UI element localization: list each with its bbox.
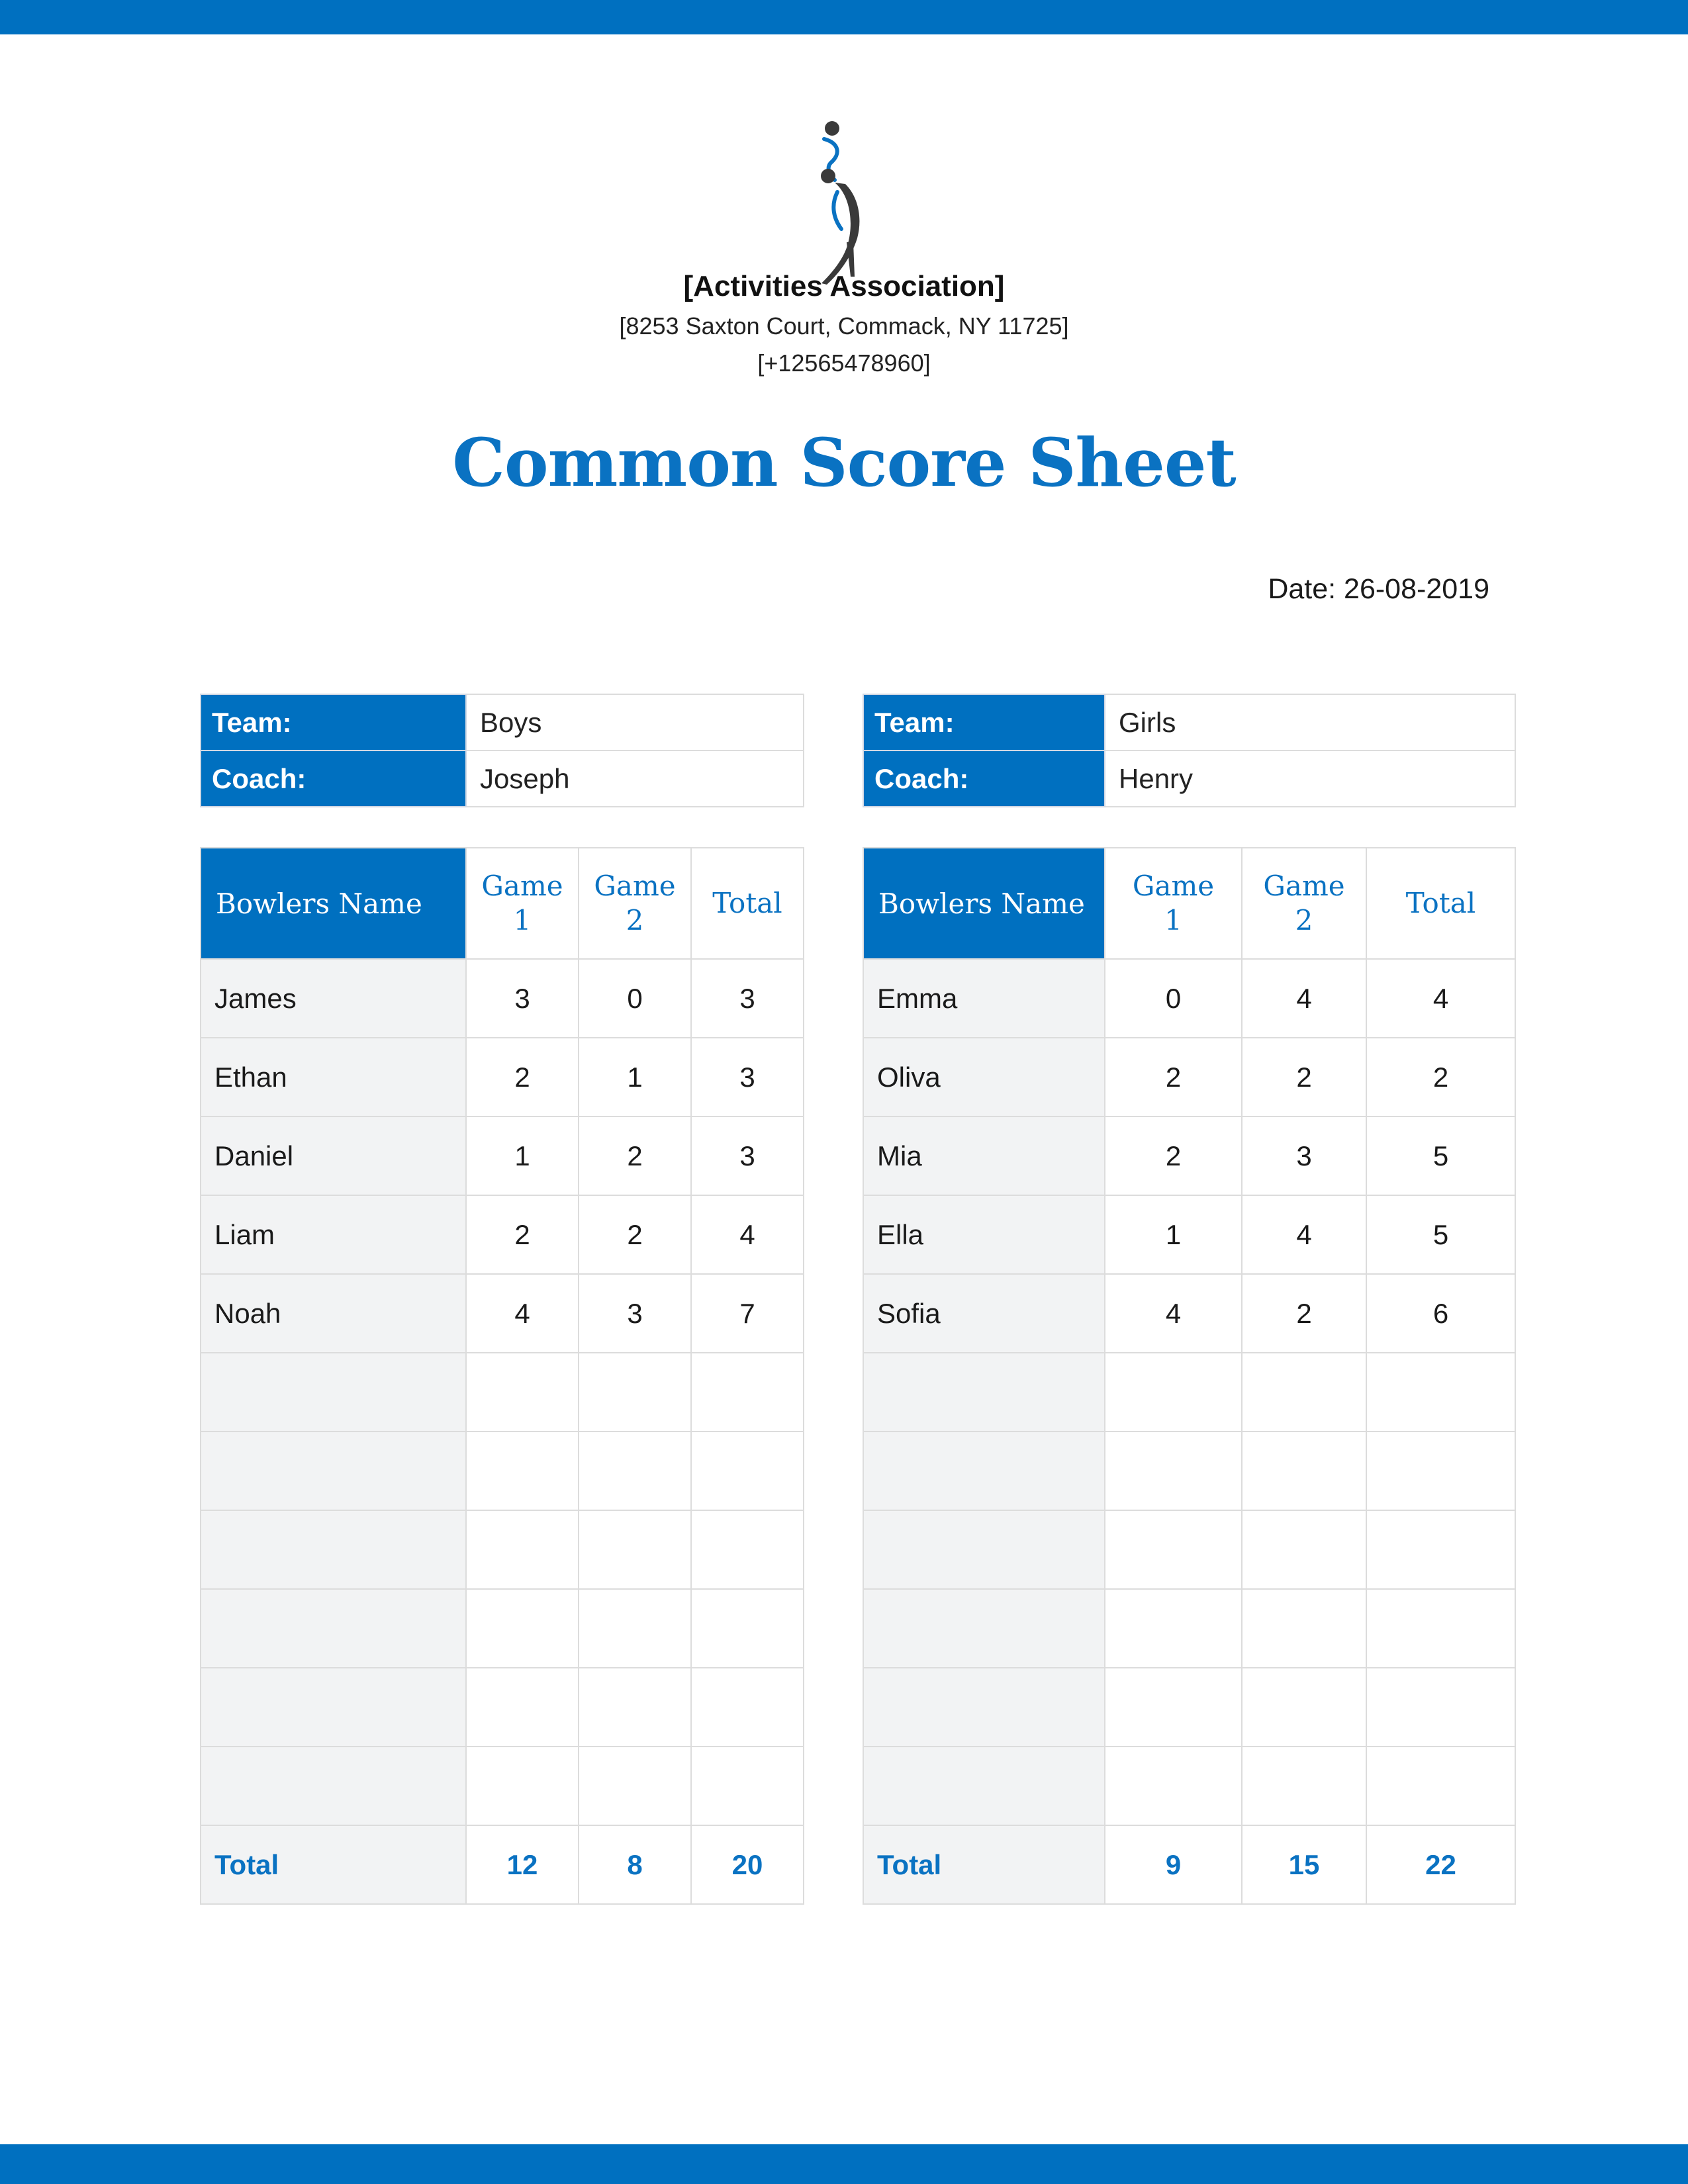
total-cell: 4 [1366, 959, 1515, 1038]
total-cell [1366, 1432, 1515, 1510]
total-cell [1366, 1589, 1515, 1668]
bowler-name-cell: James [201, 959, 466, 1038]
game-score-cell [1242, 1589, 1366, 1668]
coach-label: Coach: [863, 751, 1105, 807]
game-score-cell [466, 1353, 579, 1432]
girls-score-table [863, 847, 1516, 1905]
total-cell: 3 [691, 1116, 804, 1195]
game-score-cell: 2 [579, 1116, 691, 1195]
bottom-accent-bar [0, 2144, 1688, 2184]
bowler-name-cell [863, 1589, 1105, 1668]
coach-name: Joseph [466, 751, 804, 807]
game-score-cell [579, 1747, 691, 1825]
game-score-cell [579, 1510, 691, 1589]
game1-header: Game 1 [466, 848, 579, 959]
bowlers-name-header: Bowlers Name [201, 848, 466, 959]
bowler-name-cell: Ella [863, 1195, 1105, 1274]
total-value-cell: 12 [466, 1825, 579, 1904]
bowler-name-cell: Mia [863, 1116, 1105, 1195]
table-row [201, 1116, 804, 1195]
table-row [863, 1432, 1515, 1510]
game-score-cell: 2 [1105, 1038, 1242, 1116]
table-row [863, 1195, 1515, 1274]
game-score-cell [466, 1510, 579, 1589]
game2-header: Game 2 [579, 848, 691, 959]
coach-name: Henry [1105, 751, 1515, 807]
bowler-name-cell [863, 1510, 1105, 1589]
bowlers-name-header: Bowlers Name [863, 848, 1105, 959]
game-score-cell [579, 1589, 691, 1668]
total-cell: 5 [1366, 1116, 1515, 1195]
table-row [201, 1589, 804, 1668]
table-row [863, 1747, 1515, 1825]
game-score-cell: 2 [579, 1195, 691, 1274]
total-cell: 7 [691, 1274, 804, 1353]
team-label: Team: [201, 694, 466, 751]
table-row [201, 959, 804, 1038]
total-value-cell: 22 [1366, 1825, 1515, 1904]
game-score-cell [1105, 1668, 1242, 1747]
bowler-name-cell: Ethan [201, 1038, 466, 1116]
bowler-name-cell: Sofia [863, 1274, 1105, 1353]
table-row [863, 1274, 1515, 1353]
game-score-cell: 1 [579, 1038, 691, 1116]
table-row [863, 959, 1515, 1038]
totals-row [201, 1825, 804, 1904]
total-cell [691, 1589, 804, 1668]
game-score-cell [466, 1432, 579, 1510]
total-cell: 4 [691, 1195, 804, 1274]
organization-name: [Activities Association] [683, 270, 1005, 302]
game-score-cell: 2 [1242, 1038, 1366, 1116]
total-cell [1366, 1747, 1515, 1825]
bowler-name-cell [201, 1510, 466, 1589]
total-header: Total [1366, 848, 1515, 959]
game-score-cell [1105, 1510, 1242, 1589]
total-cell [1366, 1353, 1515, 1432]
table-row [201, 1510, 804, 1589]
game-score-cell: 2 [466, 1038, 579, 1116]
game-score-cell [1105, 1589, 1242, 1668]
game-score-cell: 4 [1105, 1274, 1242, 1353]
total-cell: 3 [691, 1038, 804, 1116]
total-cell: 2 [1366, 1038, 1515, 1116]
table-row [201, 1038, 804, 1116]
total-cell [691, 1510, 804, 1589]
game-score-cell: 0 [1105, 959, 1242, 1038]
game-score-cell [1242, 1510, 1366, 1589]
team-name: Girls [1105, 694, 1515, 751]
coach-label: Coach: [201, 751, 466, 807]
bowler-logo-icon [804, 119, 890, 291]
table-row [201, 1195, 804, 1274]
game-score-cell [1105, 1747, 1242, 1825]
organization-address: [8253 Saxton Court, Commack, NY 11725] [619, 312, 1069, 340]
game-score-cell [1242, 1432, 1366, 1510]
game-score-cell: 0 [579, 959, 691, 1038]
bowler-name-cell: Emma [863, 959, 1105, 1038]
bowler-name-cell [863, 1432, 1105, 1510]
organization-phone: [+12565478960] [757, 349, 931, 377]
total-cell [691, 1432, 804, 1510]
bowler-name-cell [201, 1432, 466, 1510]
game-score-cell [579, 1668, 691, 1747]
game-score-cell [579, 1432, 691, 1510]
table-row [863, 1038, 1515, 1116]
table-row [201, 1668, 804, 1747]
bowler-name-cell: Liam [201, 1195, 466, 1274]
table-row [863, 1589, 1515, 1668]
game-score-cell [1242, 1353, 1366, 1432]
game-score-cell: 4 [1242, 1195, 1366, 1274]
total-value-cell: 9 [1105, 1825, 1242, 1904]
total-cell: 6 [1366, 1274, 1515, 1353]
boys-score-table [200, 847, 804, 1905]
game2-header: Game 2 [1242, 848, 1366, 959]
bowler-name-cell [201, 1668, 466, 1747]
boys-team-info [200, 694, 804, 807]
game-score-cell [466, 1747, 579, 1825]
game-score-cell: 1 [466, 1116, 579, 1195]
table-row [863, 1668, 1515, 1747]
total-row-label: Total [201, 1825, 466, 1904]
total-value-cell: 8 [579, 1825, 691, 1904]
totals-row [863, 1825, 1515, 1904]
total-cell [691, 1353, 804, 1432]
game-score-cell: 2 [1105, 1116, 1242, 1195]
table-row [201, 1274, 804, 1353]
table-row [201, 1432, 804, 1510]
game-score-cell [1242, 1668, 1366, 1747]
bowler-name-cell [201, 1353, 466, 1432]
total-cell: 5 [1366, 1195, 1515, 1274]
game-score-cell: 4 [1242, 959, 1366, 1038]
team-label: Team: [863, 694, 1105, 751]
table-row [201, 1747, 804, 1825]
total-cell: 3 [691, 959, 804, 1038]
total-cell [691, 1747, 804, 1825]
total-cell [691, 1668, 804, 1747]
total-header: Total [691, 848, 804, 959]
table-row [863, 1116, 1515, 1195]
total-cell [1366, 1668, 1515, 1747]
game-score-cell [466, 1589, 579, 1668]
bowler-name-cell: Noah [201, 1274, 466, 1353]
game-score-cell [1105, 1353, 1242, 1432]
game-score-cell: 3 [579, 1274, 691, 1353]
total-cell [1366, 1510, 1515, 1589]
total-row-label: Total [863, 1825, 1105, 1904]
table-row [863, 1353, 1515, 1432]
game-score-cell [1105, 1432, 1242, 1510]
game1-header: Game 1 [1105, 848, 1242, 959]
bowler-name-cell [863, 1668, 1105, 1747]
girls-team-info [863, 694, 1516, 807]
total-value-cell: 15 [1242, 1825, 1366, 1904]
bowler-name-cell: Daniel [201, 1116, 466, 1195]
game-score-cell [466, 1668, 579, 1747]
top-accent-bar [0, 0, 1688, 34]
bowler-name-cell [201, 1589, 466, 1668]
game-score-cell [1242, 1747, 1366, 1825]
bowler-name-cell [201, 1747, 466, 1825]
game-score-cell: 2 [466, 1195, 579, 1274]
game-score-cell: 4 [466, 1274, 579, 1353]
game-score-cell: 1 [1105, 1195, 1242, 1274]
game-score-cell: 2 [1242, 1274, 1366, 1353]
date-label: Date: 26-08-2019 [1268, 573, 1489, 605]
table-row [201, 1353, 804, 1432]
table-row [863, 1510, 1515, 1589]
bowler-name-cell [863, 1747, 1105, 1825]
page-title: Common Score Sheet [452, 424, 1236, 502]
game-score-cell [579, 1353, 691, 1432]
bowler-name-cell: Oliva [863, 1038, 1105, 1116]
team-name: Boys [466, 694, 804, 751]
total-value-cell: 20 [691, 1825, 804, 1904]
game-score-cell: 3 [466, 959, 579, 1038]
bowler-name-cell [863, 1353, 1105, 1432]
game-score-cell: 3 [1242, 1116, 1366, 1195]
